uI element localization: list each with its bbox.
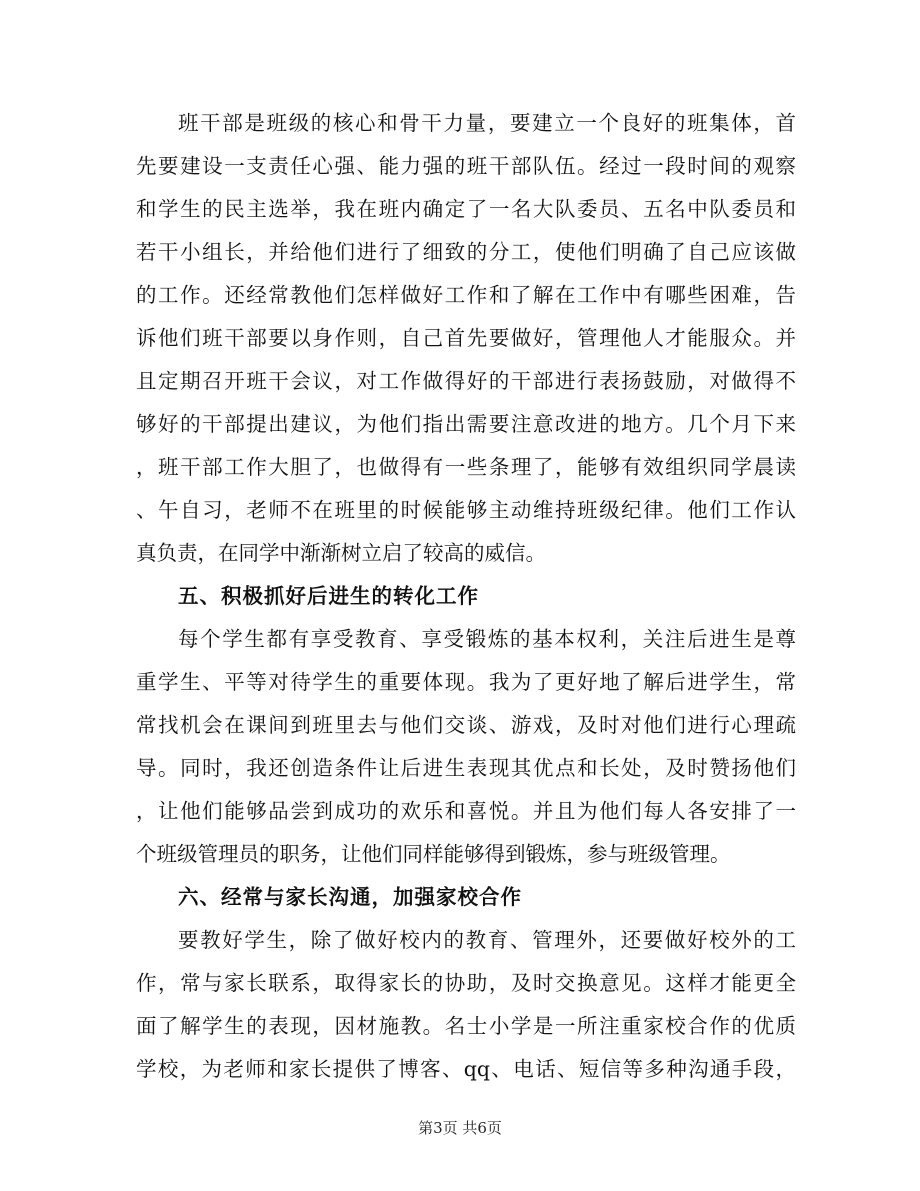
paragraph-1-line: 、午自习，老师不在班里的时候能够主动维持班级纪律。他们工作认 [136, 498, 796, 522]
paragraph-2-line: 个班级管理员的职务，让他们同样能够得到锻炼，参与班级管理。 [136, 842, 731, 866]
paragraph-3-line: 面了解学生的表现，因材施教。名士小学是一所注重家校合作的优质 [136, 1014, 796, 1038]
paragraph-1-line: 和学生的民主选举，我在班内确定了一名大队委员、五名中队委员和 [136, 197, 796, 221]
paragraph-2-line: ，让他们能够品尝到成功的欢乐和喜悦。并且为他们每人各安排了一 [136, 799, 796, 823]
paragraph-2-line: 重学生、平等对待学生的重要体现。我为了更好地了解后进学生，常 [136, 670, 796, 694]
section-heading-6: 六、经常与家长沟通，加强家校合作 [178, 885, 522, 909]
paragraph-2-line: 导。同时，我还创造条件让后进生表现其优点和长处，及时赞扬他们 [136, 756, 796, 780]
section-heading-5: 五、积极抓好后进生的转化工作 [178, 584, 479, 608]
paragraph-1-line: 诉他们班干部要以身作则，自己首先要做好，管理他人才能服众。并 [136, 326, 796, 350]
paragraph-3-line: 学校，为老师和家长提供了博客、qq、电话、短信等多种沟通手段， [136, 1057, 796, 1081]
paragraph-3-line: 要教好学生，除了做好校内的教育、管理外，还要做好校外的工 [178, 928, 796, 952]
paragraph-2-line: 每个学生都有享受教育、享受锻炼的基本权利，关注后进生是尊 [178, 627, 796, 651]
paragraph-3-line: 作，常与家长联系，取得家长的协助，及时交换意见。这样才能更全 [136, 971, 796, 995]
paragraph-1-line: 且定期召开班干会议，对工作做得好的干部进行表扬鼓励，对做得不 [136, 369, 796, 393]
paragraph-2-line: 常找机会在课间到班里去与他们交谈、游戏，及时对他们进行心理疏 [136, 713, 796, 737]
paragraph-1-line: 先要建设一支责任心强、能力强的班干部队伍。经过一段时间的观察 [136, 154, 796, 178]
paragraph-1-line: 够好的干部提出建议，为他们指出需要注意改进的地方。几个月下来 [136, 412, 796, 436]
page-number-footer: 第3页 共6页 [418, 1119, 502, 1137]
paragraph-1-line: 若干小组长，并给他们进行了细致的分工，使他们明确了自己应该做 [136, 240, 796, 264]
paragraph-1-line: 的工作。还经常教他们怎样做好工作和了解在工作中有哪些困难，告 [136, 283, 796, 307]
paragraph-1-line: 真负责，在同学中渐渐树立启了较高的威信。 [136, 541, 546, 565]
paragraph-1-line: 班干部是班级的核心和骨干力量，要建立一个良好的班集体，首 [178, 111, 796, 135]
paragraph-1-line: ，班干部工作大胆了，也做得有一些条理了，能够有效组织同学晨读 [136, 455, 796, 479]
